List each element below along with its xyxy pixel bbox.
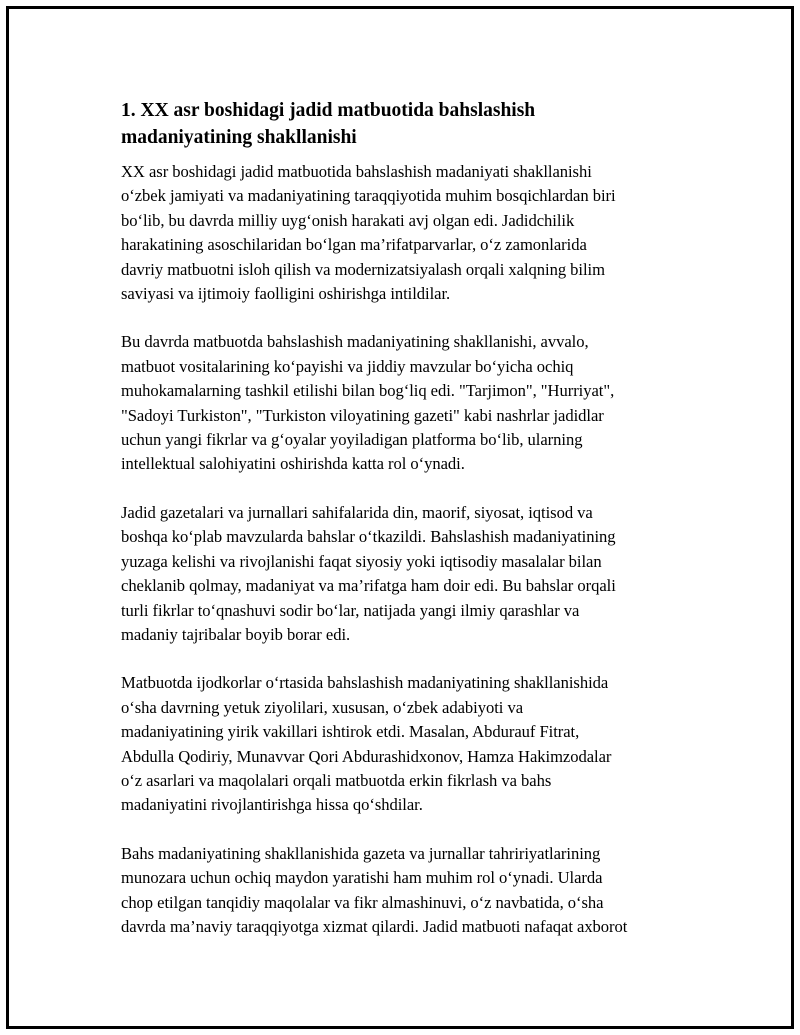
text-line: davrda ma’naviy taraqqiyotga xizmat qilardi. Jadid matbuoti nafaqat axborot <box>121 916 628 936</box>
text-line: madaniyatining yirik vakillari ishtirok etdi. Masalan, Abdurauf Fitrat, <box>121 722 580 742</box>
paragraph-3 <box>121 501 701 647</box>
text-line: munozara uchun ochiq maydon yaratishi ham muhim rol o‘ynadi. Ularda <box>121 868 603 888</box>
text-line: bo‘lib, bu davrda milliy uyg‘onish harakati avj olgan edi. Jadidchilik <box>121 210 575 230</box>
text-line: Bu davrda matbuotda bahslashish madaniyatining shakllanishi, avvalo, <box>121 332 589 352</box>
text-line: uchun yangi fikrlar va g‘oyalar yoyiladigan platforma bo‘lib, ularning <box>121 430 583 450</box>
text-line: o‘z asarlari va maqolalari orqali matbuotda erkin fikrlash va bahs <box>121 770 552 790</box>
section-heading <box>121 97 701 151</box>
text-line: davriy matbuotni isloh qilish va modernizatsiyalash orqali xalqning bilim <box>121 259 605 279</box>
paragraph-5 <box>121 842 701 940</box>
text-line: cheklanib qolmay, madaniyat va ma’rifatga ham doir edi. Bu bahslar orqali <box>121 576 616 596</box>
text-line: Jadid gazetalari va jurnallari sahifalarida din, maorif, siyosat, iqtisod va <box>121 502 593 522</box>
text-line: yuzaga kelishi va rivojlanishi faqat siyosiy yoki iqtisodiy masalalar bilan <box>121 551 602 571</box>
text-line: o‘sha davrning yetuk ziyolilari, xususan, o‘zbek adabiyoti va <box>121 697 524 717</box>
text-line: Abdulla Qodiriy, Munavvar Qori Abdurashidxonov, Hamza Hakimzodalar <box>121 746 612 766</box>
text-line: muhokamalarning tashkil etilishi bilan bog‘liq edi. "Tarjimon", "Hurriyat", <box>121 381 615 401</box>
document-body <box>121 97 701 963</box>
text-line: madaniyatini rivojlantirishga hissa qo‘shdilar. <box>121 795 423 815</box>
text-line: matbuot vositalarining ko‘payishi va jiddiy mavzular bo‘yicha ochiq <box>121 356 574 376</box>
heading-line: madaniyatining shakllanishi <box>121 127 357 148</box>
heading-line: 1. XX asr boshidagi jadid matbuotida bahslashish <box>121 100 536 121</box>
text-line: "Sadoyi Turkiston", "Turkiston viloyatining gazeti" kabi nashrlar jadidlar <box>121 405 604 425</box>
text-line: madaniy tajribalar boyib borar edi. <box>121 624 351 644</box>
text-line: saviyasi va ijtimoiy faolligini oshirishga intildilar. <box>121 284 451 304</box>
paragraph-1 <box>121 160 701 306</box>
paragraph-2 <box>121 330 701 476</box>
text-line: intellektual salohiyatini oshirishda katta rol o‘ynadi. <box>121 454 465 474</box>
text-line: o‘zbek jamiyati va madaniyatining taraqqiyotida muhim bosqichlardan biri <box>121 186 616 206</box>
text-line: harakatining asoschilaridan bo‘lgan ma’rifatparvarlar, o‘z zamonlarida <box>121 235 587 255</box>
text-line: XX asr boshidagi jadid matbuotida bahslashish madaniyati shakllanishi <box>121 162 592 181</box>
text-line: boshqa ko‘plab mavzularda bahslar o‘tkazildi. Bahslashish madaniyatining <box>121 527 616 547</box>
text-line: chop etilgan tanqidiy maqolalar va fikr almashinuvi, o‘z navbatida, o‘sha <box>121 892 604 912</box>
page-frame <box>6 6 794 1029</box>
text-line: turli fikrlar to‘qnashuvi sodir bo‘lar, natijada yangi ilmiy qarashlar va <box>121 600 580 620</box>
text-line: Matbuotda ijodkorlar o‘rtasida bahslashish madaniyatining shakllanishida <box>121 673 609 693</box>
text-line: Bahs madaniyatining shakllanishida gazeta va jurnallar tahririyatlarining <box>121 843 601 863</box>
paragraph-4 <box>121 671 701 817</box>
